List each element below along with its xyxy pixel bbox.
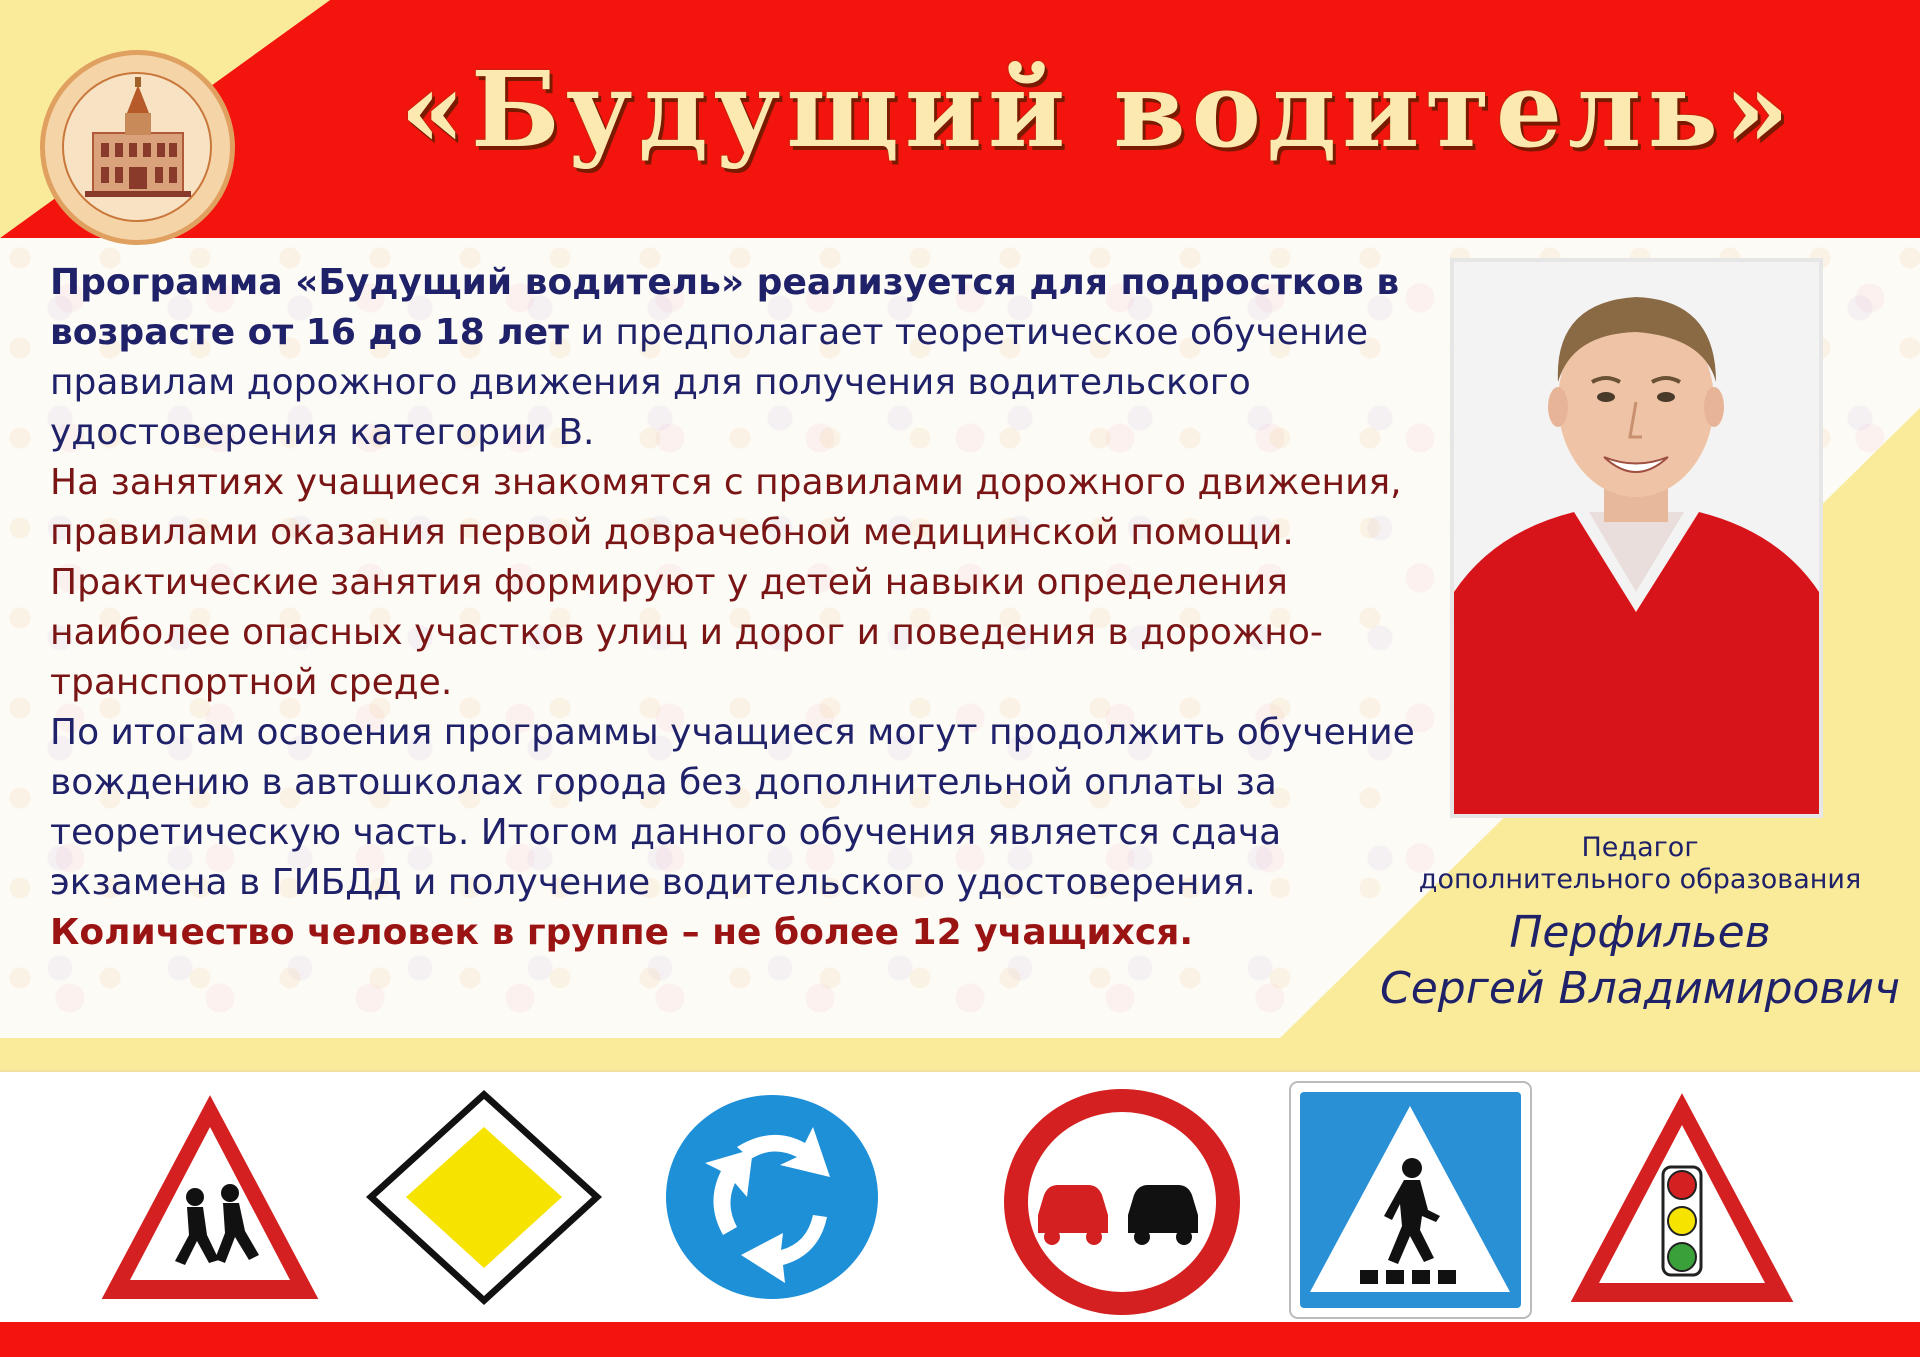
description-paragraph-2: На занятиях учащиеся знакомятся с правилами дорожного движения, правилами оказания первой доврачебной медицинской помощи.: [50, 462, 1402, 553]
teacher-role: [1370, 832, 1910, 896]
teacher-given-names: Сергей Владимирович: [1380, 963, 1900, 1014]
teacher-surname: Перфильев: [1509, 907, 1771, 958]
group-size-note: Количество человек в группе – не более 12 учащихся.: [50, 912, 1194, 953]
page-title: «Будущий водитель»: [400, 48, 1795, 171]
program-description: [50, 258, 1450, 958]
no-overtaking-sign-icon: [1000, 1085, 1245, 1320]
institution-logo: [40, 50, 235, 245]
pedestrian-crossing-sign-icon: [1288, 1080, 1533, 1320]
description-paragraph-4: По итогам освоения программы учащиеся могут продолжить обучение вождению в автошколах города без дополнительной оплаты за теоретическую часть. Итогом данного обучения является сдача экзамена в ГИБДД и получение водительского удостоверения.: [50, 712, 1415, 903]
teacher-portrait-icon: [1454, 262, 1819, 814]
teacher-role-line-1: Педагог: [1581, 832, 1699, 863]
teacher-name: [1370, 905, 1910, 1017]
roundabout-sign-icon: [655, 1085, 890, 1310]
red-footer-bar: [0, 1322, 1920, 1357]
description-paragraph-3: Практические занятия формируют у детей навыки определения наиболее опасных участков улиц и дорог и поведения в дорожно-транспортной среде.: [50, 562, 1323, 703]
palace-building-icon: [45, 55, 230, 240]
description-paragraph-1: [50, 258, 1450, 458]
priority-road-sign-icon: [362, 1085, 607, 1310]
description-intro-rest: и предполагает теоретическое обучение правилам дорожного движения для получения водительского удостоверения категории В.: [50, 312, 1369, 453]
children-crossing-sign-icon: [95, 1085, 325, 1310]
description-intro-bold: Программа «Будущий водитель» реализуется для подростков в возрасте от 16 до 18 лет: [50, 262, 1400, 353]
teacher-photo: [1450, 258, 1823, 818]
traffic-light-sign-icon: [1565, 1085, 1800, 1313]
teacher-role-line-2: дополнительного образования: [1418, 864, 1862, 895]
